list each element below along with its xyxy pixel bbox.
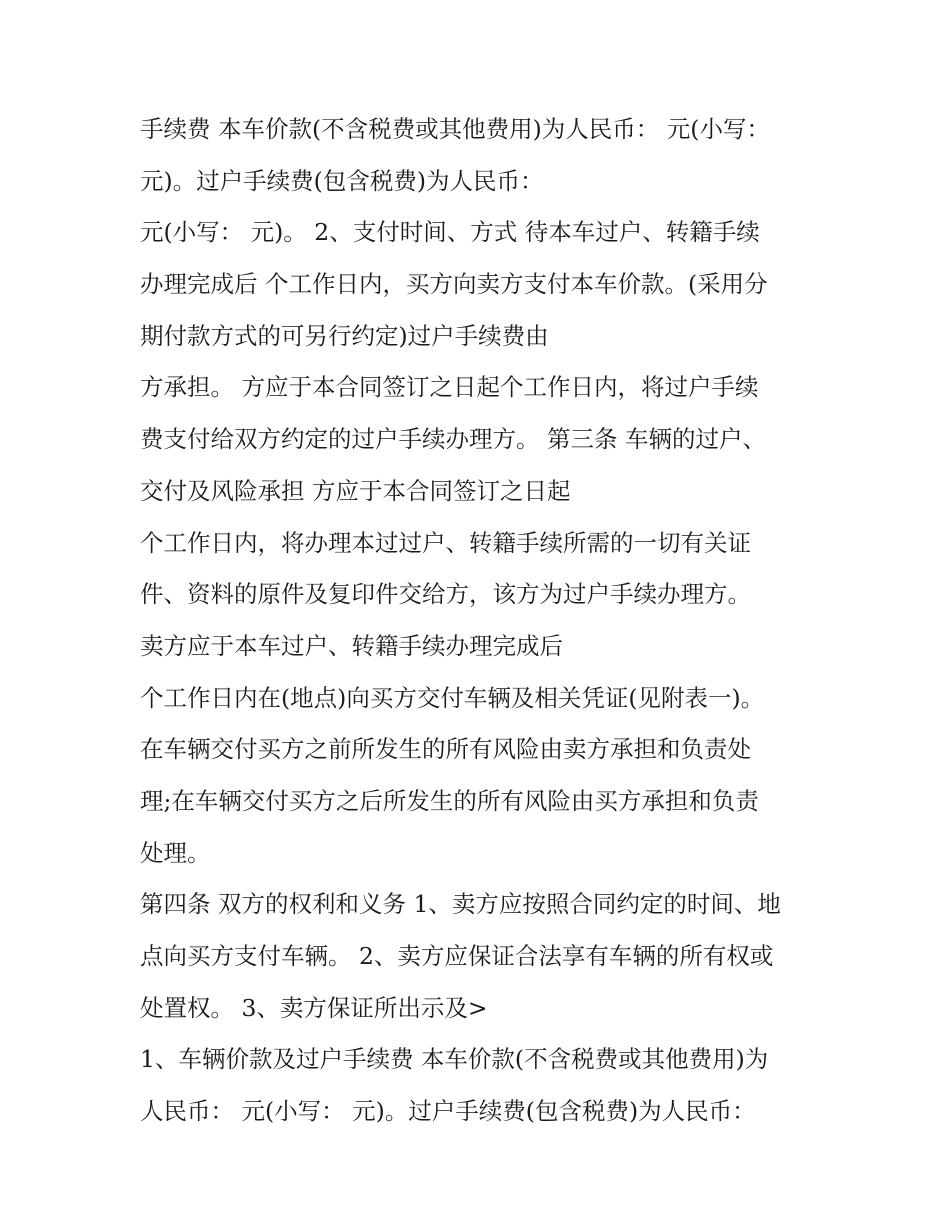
text-line: 第四条 双方的权利和义务 1、卖方应按照合同约定的时间、地 xyxy=(140,890,781,919)
text-line: 在车辆交付买方之前所发生的所有风险由卖方承担和负责处 xyxy=(140,735,751,764)
text-line: 手续费 本车价款(不含税费或其他费用)为人民币： 元(小写： xyxy=(140,115,770,143)
text-line: 元(小写： 元)。 2、支付时间、方式 待本车过户、转籍手续 xyxy=(140,218,760,247)
text-line: 方承担。 方应于本合同签订之日起个工作日内，将过户手续 xyxy=(140,373,759,402)
text-line: 个工作日内在(地点)向买方交付车辆及相关凭证(见附表一)。 xyxy=(140,683,765,712)
text-line: 交付及风险承担 方应于本合同签订之日起 xyxy=(140,476,571,505)
text-line: 处置权。 3、卖方保证所出示及> xyxy=(140,993,488,1022)
text-line: 个工作日内，将办理本过过户、转籍手续所需的一切有关证 xyxy=(140,528,751,557)
text-line: 1、车辆价款及过户手续费 本车价款(不含税费或其他费用)为 xyxy=(140,1045,769,1074)
document-body xyxy=(140,104,840,1138)
text-line: 人民币： 元(小写： 元)。过户手续费(包含税费)为人民币： xyxy=(140,1097,756,1126)
text-line: 期付款方式的可另行约定)过户手续费由 xyxy=(140,321,549,350)
text-line: 处理。 xyxy=(140,838,211,867)
text-line: 件、资料的原件及复印件交给方，该方为过户手续办理方。 xyxy=(140,580,751,609)
text-line: 费支付给双方约定的过户手续办理方。 第三条 车辆的过户、 xyxy=(140,425,766,454)
text-line: 点向买方支付车辆。 2、卖方应保证合法享有车辆的所有权或 xyxy=(140,942,774,970)
text-line: 卖方应于本车过户、转籍手续办理完成后 xyxy=(140,631,563,660)
text-line: 办理完成后 个工作日内，买方向卖方支付本车价款。(采用分 xyxy=(140,270,768,299)
text-line: 理;在车辆交付买方之后所发生的所有风险由买方承担和负责 xyxy=(140,786,759,815)
text-line: 元)。过户手续费(包含税费)为人民币： xyxy=(140,166,544,195)
